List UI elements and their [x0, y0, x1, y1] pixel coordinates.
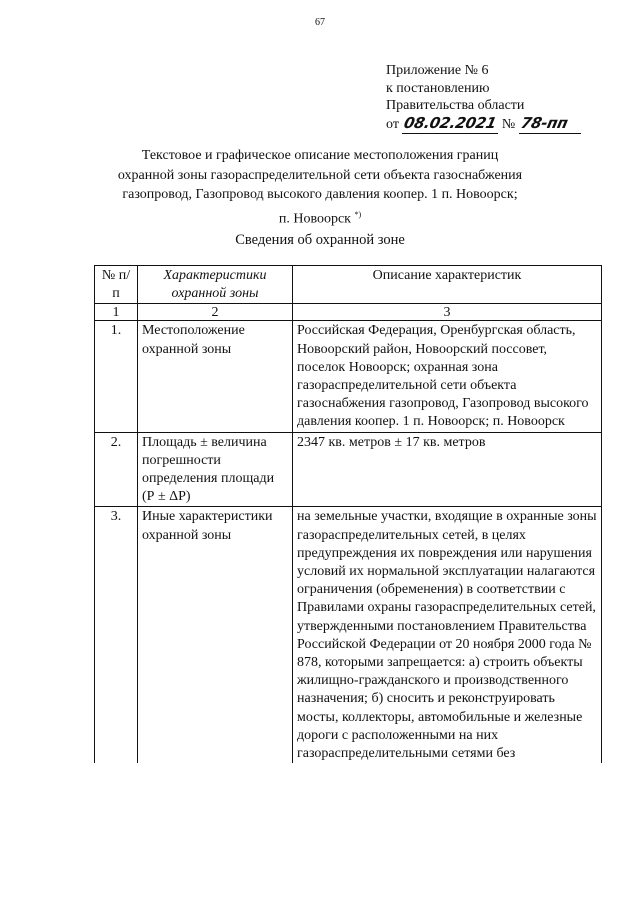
title-line-4: [60, 205, 580, 229]
number-slot: [519, 115, 581, 135]
row-characteristic: Местоположение охранной зоны: [138, 321, 293, 432]
zone-info-table: [94, 265, 602, 763]
date-prefix: от: [386, 116, 399, 132]
title-line-2: охранной зоны газораспределительной сети объекта газоснабжения: [117, 167, 523, 183]
header-number: № п/п: [95, 266, 138, 304]
table-row: [95, 321, 602, 432]
appendix-line-3: Правительства области: [386, 98, 525, 113]
header-description: Описание характеристик: [293, 266, 602, 304]
row-characteristic: Иные характеристики охранной зоны: [138, 507, 293, 763]
row-number: 1.: [95, 321, 138, 432]
column-number-3: 3: [293, 304, 602, 321]
table-row: [95, 507, 602, 763]
date-slot: [402, 115, 498, 135]
row-description: 2347 кв. метров ± 17 кв. метров: [293, 432, 602, 507]
footnote-mark: *): [354, 209, 362, 219]
column-number-1: 1: [95, 304, 138, 321]
appendix-line-1: Приложение № 6: [386, 63, 489, 78]
page-number: 67: [315, 17, 325, 28]
row-description: на земельные участки, входящие в охранные зоны газораспределительных сетей, в целях предупреждения их повреждения или нарушения условий их нормальной эксплуатации налагаются ограничения (обременения) в соответствии с Правилами охраны газораспределительных сетей, утвержденными постановлением Правительства Российской Федерации от 20 ноября 2000 года № 878, которыми запрещается: а) строить объекты жилищно-гражданского и производственного назначения; б) сносить и реконструировать мосты, коллекторы, автомобильные и железные дороги с расположенными на них газораспределительными сетями без: [293, 507, 602, 763]
header-characteristic: Характеристики охранной зоны: [138, 266, 293, 304]
column-number-2: 2: [138, 304, 293, 321]
row-number: 3.: [95, 507, 138, 763]
appendix-block: [386, 62, 626, 134]
table-row: [95, 432, 602, 507]
appendix-date-line: [386, 115, 626, 135]
table-header-row: [95, 266, 602, 304]
title-line-1: Текстовое и графическое описание местоположения границ: [141, 148, 499, 163]
title-line-3: газопровод, Газопровод высокого давления коопер. 1 п. Новоорск;: [122, 187, 518, 202]
document-title: [60, 146, 580, 229]
row-characteristic: Площадь ± величина погрешности определения площади (Р ± ΔР): [138, 432, 293, 507]
handwritten-date: 08.02.2021: [402, 113, 499, 132]
appendix-line-2: к постановлению: [386, 80, 490, 96]
row-number: 2.: [95, 432, 138, 507]
number-prefix: №: [501, 116, 516, 132]
section-subtitle: Сведения об охранной зоне: [235, 232, 405, 248]
title-line-4-text: п. Новоорск: [278, 211, 351, 227]
table-column-number-row: [95, 304, 602, 321]
row-description: Российская Федерация, Оренбургская область, Новоорский район, Новоорский поссовет, поселок Новоорск; охранная зона газораспределительной сети объекта газоснабжения газопровод, Газопровод высокого давления коопер. 1 п. Новоорск; п. Новоорск: [293, 321, 602, 432]
handwritten-number: 78-пп: [518, 113, 570, 132]
